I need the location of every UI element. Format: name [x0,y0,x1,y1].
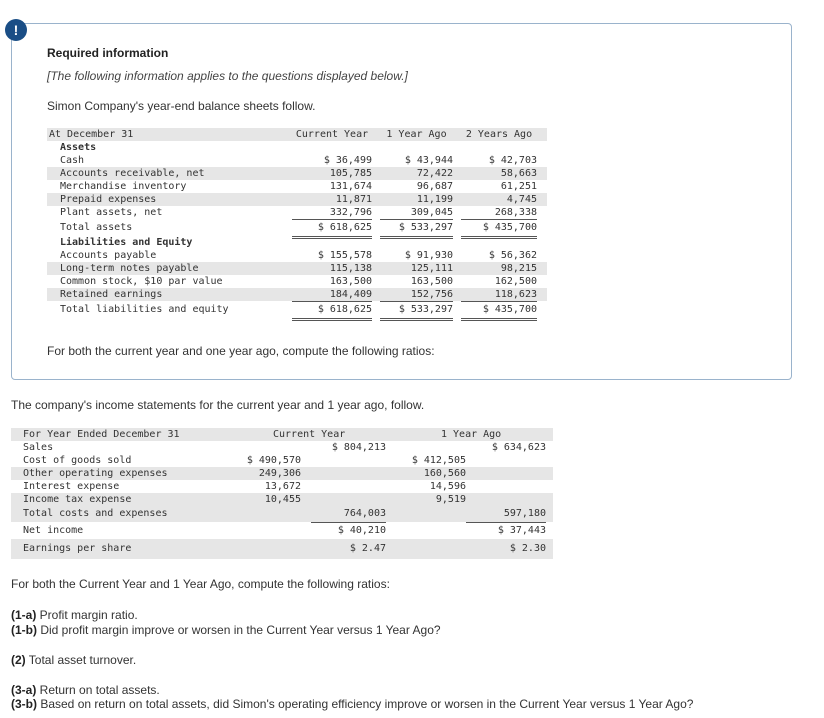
question-2 [11,653,136,667]
table-row [47,206,547,219]
row-value: 268,338 [461,206,537,220]
question-3a [11,683,160,697]
row-value: 11,199 [416,194,453,205]
row-value: $ 56,362 [488,250,537,261]
table-row [11,493,553,506]
table-row [11,454,553,467]
row-label: Prepaid expenses [60,194,157,205]
total-costs-row [11,506,553,522]
header-label: For Year Ended December 31 [23,429,180,440]
sales-row [11,441,553,454]
row-label: Common stock, $10 par value [60,276,223,287]
row-value: $ 435,700 [461,301,537,321]
question-tag: (3-a) [11,683,37,697]
row-value: $ 43,944 [404,155,453,166]
row-value: $ 91,930 [404,250,453,261]
row-value: 309,045 [380,206,453,220]
row-value: $ 533,297 [380,301,453,321]
income-statement-intro: The company's income statements for the current year and 1 year ago, follow. [11,398,425,412]
table-row [11,480,553,493]
liabilities-heading: Liabilities and Equity [60,237,193,248]
row-label: Sales [23,442,54,453]
row-label: Long-term notes payable [60,263,199,274]
row-label: Net income [23,525,84,536]
header-2-years-ago: 2 Years Ago [465,129,533,140]
row-value: 72,422 [416,168,453,179]
row-value: $ 40,210 [311,522,386,542]
row-label: Cash [60,155,85,166]
row-value: 61,251 [500,181,537,192]
table-row [47,154,547,167]
row-value: 152,756 [380,288,453,302]
net-income-row [11,522,553,539]
question-text: Profit margin ratio. [36,608,138,622]
table-row [11,467,553,480]
required-info-note: [The following information applies to the questions displayed below.] [47,69,408,83]
table-row [47,262,547,275]
assets-heading: Assets [60,142,97,153]
header-label: At December 31 [49,129,134,140]
row-value: 13,672 [264,481,301,492]
table-header-row [47,128,547,141]
row-label: Total assets [60,222,133,233]
header-1-year-ago: 1 Year Ago [441,429,502,440]
ratio-prompt: For both the Current Year and 1 Year Ago, compute the following ratios: [11,577,390,591]
row-value: 9,519 [386,493,466,507]
question-tag: (2) [11,653,26,667]
row-value: 163,500 [329,276,372,287]
table-row [47,167,547,180]
alert-icon: ! [5,19,27,41]
row-label: Cost of goods sold [23,455,132,466]
row-value: 105,785 [329,168,372,179]
income-statement-table [11,428,553,559]
question-tag: (3-b) [11,697,37,711]
header-current-year: Current Year [295,129,369,140]
row-value: $ 533,297 [380,219,453,239]
row-value: 184,409 [292,288,372,302]
table-row [47,275,547,288]
row-value: 11,871 [335,194,372,205]
question-tag: (1-a) [11,608,37,622]
row-value: 162,500 [494,276,537,287]
row-label: Earnings per share [23,543,132,554]
table-row [47,180,547,193]
row-value: 131,674 [329,181,372,192]
question-text: Based on return on total assets, did Simon's operating efficiency improve or worsen in the Current Year versus 1 Year Ago? [37,697,694,711]
question-tag: (1-b) [11,623,37,637]
row-label: Accounts receivable, net [60,168,205,179]
row-label: Accounts payable [60,250,157,261]
row-label: Total liabilities and equity [60,304,229,315]
ratio-prompt: For both the current year and one year ago, compute the following ratios: [47,344,435,358]
row-value: 4,745 [506,194,537,205]
eps-row [11,539,553,559]
row-value: 14,596 [429,481,466,492]
row-value: 163,500 [410,276,453,287]
table-header-row [11,428,553,441]
row-value: $ 435,700 [461,219,537,239]
question-text: Did profit margin improve or worsen in the Current Year versus 1 Year Ago? [37,623,441,637]
balance-sheet-table [47,128,547,318]
row-label: Merchandise inventory [60,181,187,192]
header-current-year: Current Year [273,429,346,440]
liabilities-heading-row [47,236,547,249]
row-value: 118,623 [461,288,537,302]
row-value: 332,796 [292,206,372,220]
total-liabilities-row [47,301,547,318]
row-value: $ 412,505 [411,455,466,466]
row-value: $ 42,703 [488,155,537,166]
question-text: Return on total assets. [36,683,160,697]
row-value: 115,138 [329,263,372,274]
table-row [47,193,547,206]
row-value: 10,455 [226,493,301,507]
row-value: $ 155,578 [317,250,372,261]
question-text: Total asset turnover. [25,653,137,667]
row-value: $ 804,213 [331,442,386,453]
row-label: Plant assets, net [60,207,163,218]
row-value: 764,003 [311,506,386,523]
header-1-year-ago: 1 Year Ago [386,129,447,140]
row-label: Interest expense [23,481,120,492]
row-value: 125,111 [410,263,453,274]
row-value: $ 36,499 [323,155,372,166]
row-label: Other operating expenses [23,468,168,479]
row-value: $ 2.30 [509,543,546,554]
row-value: $ 37,443 [466,522,546,542]
row-value: 160,560 [423,468,466,479]
row-value: 98,215 [500,263,537,274]
question-1a [11,608,138,622]
required-info-title: Required information [47,46,169,60]
row-value: 249,306 [258,468,301,479]
row-value: $ 634,623 [491,442,546,453]
row-value: 96,687 [416,181,453,192]
table-row [47,288,547,301]
assets-heading-row [47,141,547,154]
question-1b [11,623,441,637]
row-value: 58,663 [500,168,537,179]
row-label: Retained earnings [60,289,163,300]
total-assets-row [47,219,547,236]
row-value: $ 2.47 [349,543,386,554]
question-3b [11,697,693,711]
table-row [47,249,547,262]
row-label: Total costs and expenses [23,508,168,519]
row-value: $ 490,570 [246,455,301,466]
balance-sheet-intro: Simon Company's year-end balance sheets follow. [47,99,316,113]
row-value: 597,180 [466,506,546,523]
row-value: $ 618,625 [292,301,372,321]
row-value: $ 618,625 [292,219,372,239]
row-label: Income tax expense [23,494,132,505]
